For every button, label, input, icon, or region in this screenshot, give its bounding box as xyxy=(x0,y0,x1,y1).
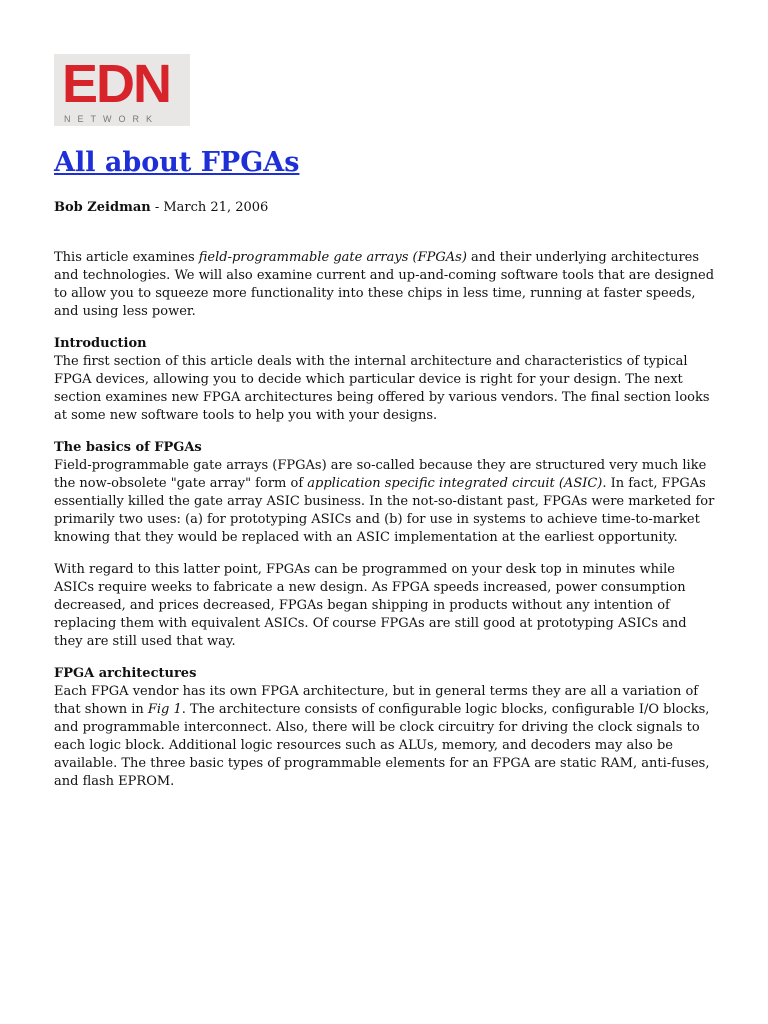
article-body xyxy=(54,249,718,805)
figure-reference: Fig 1 xyxy=(147,702,182,717)
section-heading-basics: The basics of FPGAs xyxy=(54,440,202,455)
introduction-paragraph: The first section of this article deals with the internal architecture and characteristics of typical FPGA devices, allowing you to decide which particular device is right for your design. The next section examines new FPGA architectures being offered by various vendors. The final section looks at some new software tools to help you with your designs. xyxy=(54,354,710,423)
basics-paragraph-1 xyxy=(54,457,718,547)
article-title-link[interactable]: All about FPGAs xyxy=(54,147,300,178)
basics-text-2: . In fact, FPGAs essentially killed the gate array ASIC business. In the not-so-distant past, FPGAs were marketed for primarily two uses: (a) for prototyping ASICs and (b) for use in systems to achieve time-to-market knowing that they would be replaced with an ASIC implementation at the earliest opportunity. xyxy=(54,476,715,545)
byline xyxy=(54,199,268,217)
publish-date: March 21, 2006 xyxy=(163,200,269,215)
basics-text-1: Field-programmable gate arrays (FPGAs) are so-called because they are structured very much like the now-obsolete "gate array" form of xyxy=(54,458,707,491)
section-heading-introduction: Introduction xyxy=(54,336,147,351)
author-name: Bob Zeidman xyxy=(54,200,151,215)
logo-wordmark: EDN xyxy=(62,54,171,114)
byline-separator: - xyxy=(150,200,164,215)
basics-emphasis: application specific integrated circuit (ASIC) xyxy=(307,476,603,491)
intro-text-2: and their underlying architectures and technologies. We will also examine current and up-and-coming software tools that are designed to allow you to squeeze more functionality into these chips in less time, running at faster speeds, and using less power. xyxy=(54,250,715,319)
edn-network-logo xyxy=(54,54,190,126)
intro-emphasis: field-programmable gate arrays (FPGAs) xyxy=(198,250,467,265)
logo-subtext: NETWORK xyxy=(64,114,159,124)
basics-paragraph-2: With regard to this latter point, FPGAs can be programmed on your desk top in minutes while ASICs require weeks to fabricate a new design. As FPGA speeds increased, power consumption decreased, and prices decreased, FPGAs began shipping in products without any intention of replacing them with equivalent ASICs. Of course FPGAs are still good at prototyping ASICs and they are still used that way. xyxy=(54,562,687,649)
architectures-text-2: . The architecture consists of configurable logic blocks, configurable I/O blocks, and programmable interconnect. Also, there will be clock circuitry for driving the clock signals to each logic block. Additional logic resources such as ALUs, memory, and decoders may also be available. The three basic types of programmable elements for an FPGA are static RAM, anti-fuses, and flash EPROM. xyxy=(54,702,710,789)
intro-text-1: This article examines xyxy=(54,250,199,265)
intro-paragraph xyxy=(54,249,718,321)
architectures-paragraph xyxy=(54,683,718,791)
architectures-text-1: Each FPGA vendor has its own FPGA architecture, but in general terms they are all a variation of that shown in xyxy=(54,684,699,717)
section-heading-architectures: FPGA architectures xyxy=(54,666,197,681)
